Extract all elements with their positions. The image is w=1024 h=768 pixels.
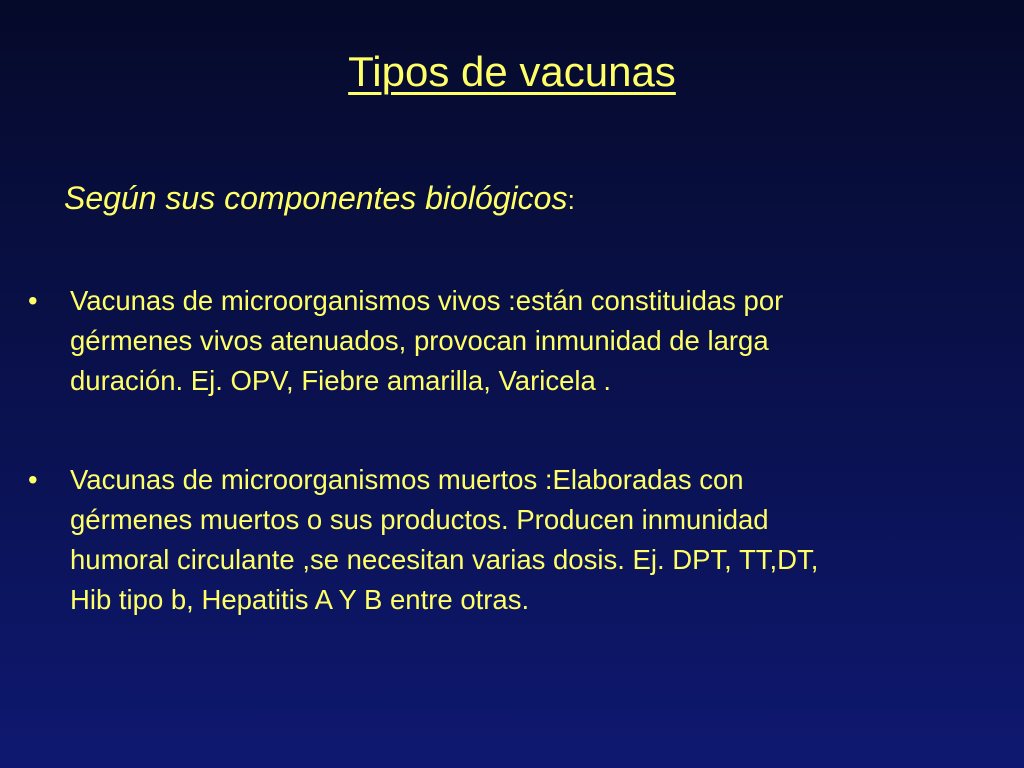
subtitle-text: Según sus componentes biológicos — [64, 180, 568, 216]
slide-subtitle — [64, 176, 575, 222]
slide-title: Tipos de vacunas — [348, 48, 676, 95]
subtitle-colon: : — [567, 185, 575, 215]
bullet-dot-icon: • — [28, 285, 38, 316]
bullet-item-killed-vaccines — [28, 460, 1008, 620]
bullet-item-live-vaccines — [28, 281, 1008, 401]
bullet-dot-icon: • — [28, 464, 38, 495]
bullet-text: Vacunas de microorganismos vivos :están constituidas por gérmenes vivos atenuados, provocan inmunidad de larga duración. Ej. OPV, Fiebre amarilla, Varicela . — [70, 285, 784, 396]
bullet-text: Vacunas de microorganismos muertos :Elaboradas con gérmenes muertos o sus productos. Producen inmunidad humoral circulante ,se necesitan varias dosis. Ej. DPT, TT,DT, Hib tipo b, Hepatitis A Y B entre otras. — [70, 464, 819, 615]
